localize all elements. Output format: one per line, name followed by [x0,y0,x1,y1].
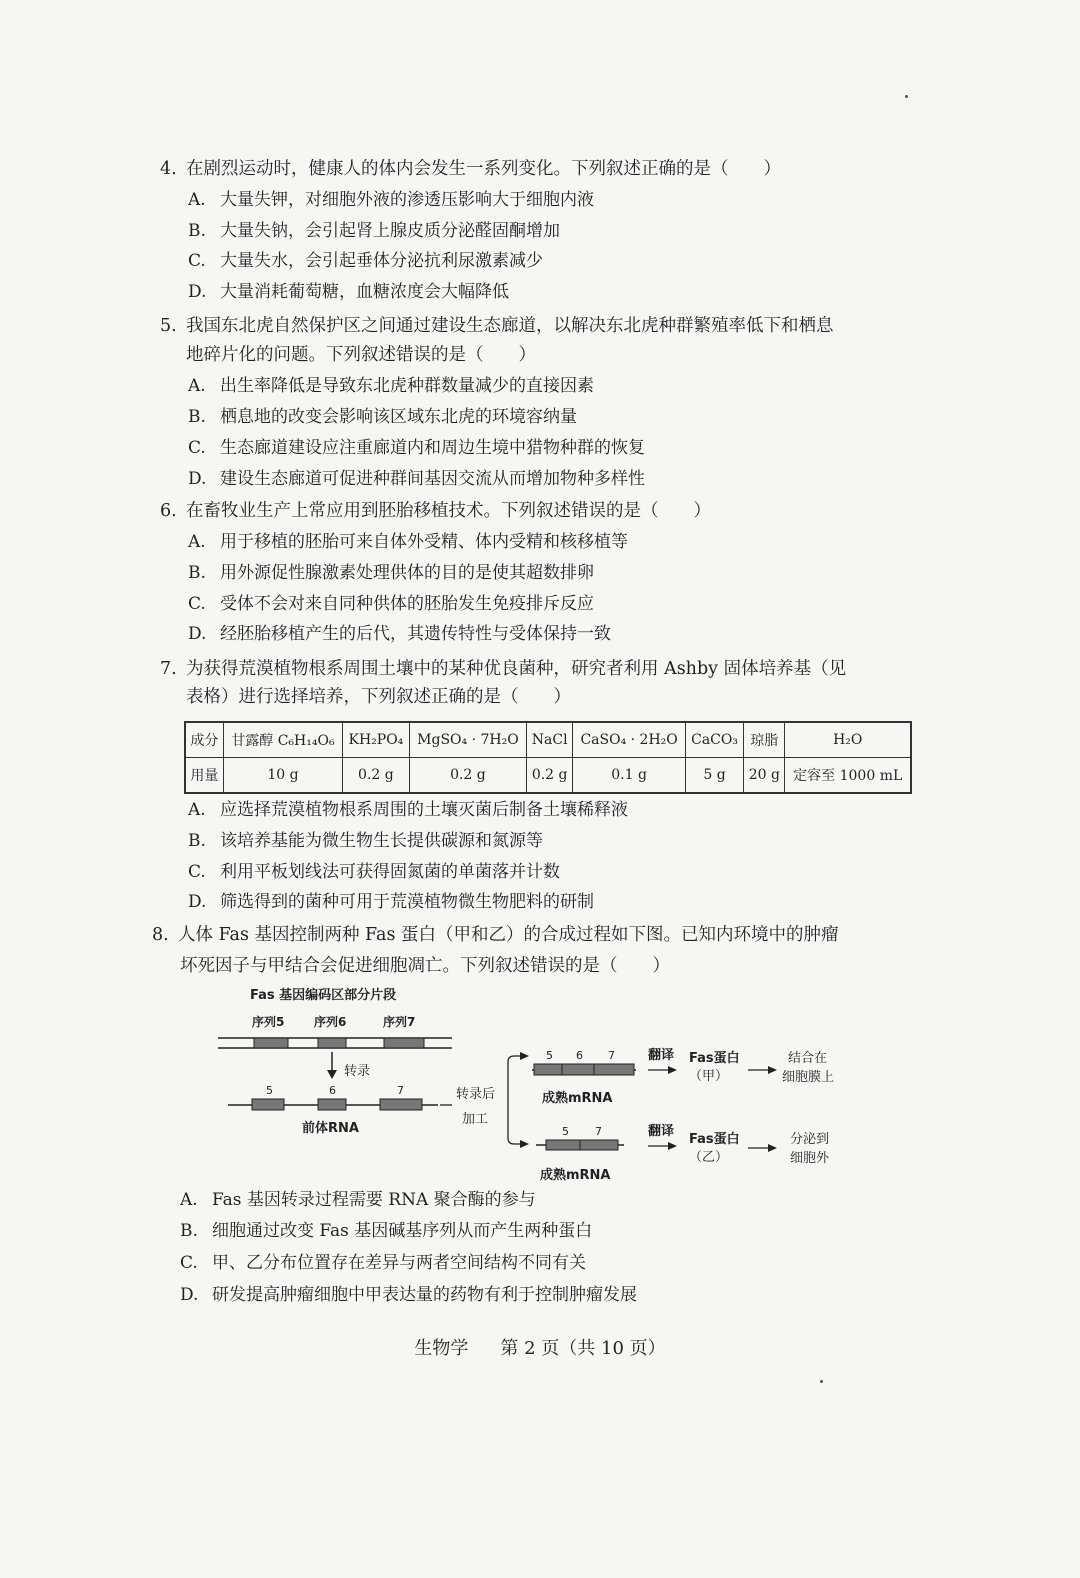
option-8a: A. Fas 基因转录过程需要 RNA 聚合酶的参与 [180,1190,536,1210]
table-cell: 定容至 1000 mL [785,758,911,794]
question-number: 7. [160,659,177,679]
pre-rna-strand [228,1099,438,1110]
culture-medium-table [184,721,912,794]
page-number: 第 2 页（共 10 页） [500,1338,666,1359]
option-8c: C. 甲、乙分布位置存在差异与两者空间结构不同有关 [180,1253,586,1273]
translation-label-1: 翻译 [648,1048,675,1063]
protein-b-label-2: （乙） [689,1150,729,1165]
question-number: 8. [152,925,169,945]
question-7 [160,654,920,684]
option-6b: B. 用外源促性腺激素处理供体的目的是使其超数排卵 [188,563,594,583]
fate-a-label-1: 结合在 [788,1051,828,1066]
option-7b: B. 该培养基能为微生物生长提供碳源和氮源等 [188,831,543,851]
option-6c: C. 受体不会对来自同种供体的胚胎发生免疫排斥反应 [188,594,594,614]
svg-text:7: 7 [397,1084,404,1097]
fate-a-label-2: 细胞膜上 [782,1070,835,1085]
pre-rna-label: 前体RNA [302,1121,359,1136]
table-cell: CaSO₄ · 2H₂O [573,722,686,758]
page-footer [0,1334,1080,1360]
mature-mrna-1-label: 成熟mRNA [542,1091,613,1106]
table-cell: 成分 [185,722,223,758]
transcription-label: 转录 [344,1064,371,1079]
question-number: 4. [160,159,177,179]
translation-arrow-1 [648,1066,677,1074]
question-5-line2: 地碎片化的问题。下列叙述错误的是（ ） [186,345,536,365]
table-cell: 10 g [223,758,342,794]
dna-double-strand [218,1038,452,1048]
mature-mrna-1-strand [532,1064,636,1075]
option-6d: D. 经胚胎移植产生的后代，其遗传特性与受体保持一致 [188,624,611,644]
question-8 [152,920,912,950]
translation-label-2: 翻译 [648,1124,675,1139]
option-8b: B. 细胞通过改变 Fas 基因碱基序列从而产生两种蛋白 [180,1221,593,1241]
fate-arrow-2 [748,1144,777,1152]
scan-speck [820,1380,823,1383]
table-cell: 0.2 g [343,758,410,794]
protein-a-label-2: （甲） [689,1069,729,1084]
question-5 [160,311,920,341]
seq5-label: 序列5 [252,1015,285,1029]
protein-a-label-1: Fas蛋白 [689,1051,740,1066]
option-4d: D. 大量消耗葡萄糖，血糖浓度会大幅降低 [188,282,509,302]
option-5d: D. 建设生态廊道可促进种群间基因交流从而增加物种多样性 [188,469,645,489]
table-header-row [185,722,911,758]
table-cell: NaCl [527,722,573,758]
fate-arrow-1 [748,1066,777,1074]
gene-title: Fas 基因编码区部分片段 [250,988,397,1003]
table-cell: 0.2 g [527,758,573,794]
option-5c: C. 生态廊道建设应注重廊道内和周边生境中猎物种群的恢复 [188,438,645,458]
mature-mrna-2-strand [536,1140,624,1150]
subject-name: 生物学 [414,1338,469,1359]
table-cell: 0.1 g [573,758,686,794]
question-number: 6. [160,501,177,521]
table-cell: CaCO₃ [685,722,743,758]
question-6 [160,496,920,526]
question-number: 5. [160,316,177,336]
dna-exon-7 [384,1038,424,1048]
question-8-line2: 坏死因子与甲结合会促进细胞凋亡。下列叙述错误的是（ ） [180,956,670,976]
svg-text:6: 6 [329,1084,336,1097]
question-stem: 在剧烈运动时，健康人的体内会发生一系列变化。下列叙述正确的是（ ） [186,159,781,179]
svg-text:6: 6 [576,1049,583,1062]
option-7d: D. 筛选得到的菌种可用于荒漠植物微生物肥料的研制 [188,892,594,912]
question-stem-line1: 我国东北虎自然保护区之间通过建设生态廊道，以解决东北虎种群繁殖率低下和栖息 [186,316,834,336]
option-5b: B. 栖息地的改变会影响该区域东北虎的环境容纳量 [188,407,577,427]
option-7c: C. 利用平板划线法可获得固氮菌的单菌落并计数 [188,862,560,882]
translation-arrow-2 [648,1142,677,1150]
table-cell: 琼脂 [744,722,785,758]
svg-text:5: 5 [266,1084,273,1097]
table-cell: KH₂PO₄ [343,722,410,758]
option-4b: B. 大量失钠，会引起肾上腺皮质分泌醛固酮增加 [188,221,560,241]
table-cell: 甘露醇 C₆H₁₄O₆ [223,722,342,758]
table-cell: 0.2 g [409,758,526,794]
question-4 [160,154,920,184]
transcription-arrow [327,1052,337,1079]
mature-mrna-2-label: 成熟mRNA [540,1168,611,1183]
option-8d: D. 研发提高肿瘤细胞中甲表达量的药物有利于控制肿瘤发展 [180,1285,637,1305]
question-stem-line1: 人体 Fas 基因控制两种 Fas 蛋白（甲和乙）的合成过程如下图。已知内环境中的肿瘤 [178,925,839,945]
svg-text:7: 7 [608,1049,615,1062]
option-5a: A. 出生率降低是导致东北虎种群数量减少的直接因素 [188,376,594,396]
table-row [185,758,911,794]
pre-rna-exon-6 [318,1099,346,1110]
seq6-label: 序列6 [314,1015,347,1029]
svg-text:5: 5 [546,1049,553,1062]
question-stem: 在畜牧业生产上常应用到胚胎移植技术。下列叙述错误的是（ ） [186,501,711,521]
dna-exon-6 [318,1038,346,1048]
option-6a: A. 用于移植的胚胎可来自体外受精、体内受精和核移植等 [188,532,628,552]
fate-b-label-2: 细胞外 [790,1151,830,1166]
question-7-line2: 表格）进行选择培养，下列叙述正确的是（ ） [186,687,571,707]
option-4c: C. 大量失水，会引起垂体分泌抗利尿激素减少 [188,251,543,271]
pre-rna-exon-5 [252,1099,284,1110]
processing-label-1: 转录后 [456,1087,496,1102]
option-4a: A. 大量失钾，对细胞外液的渗透压影响大于细胞内液 [188,190,594,210]
table-cell: MgSO₄ · 7H₂O [409,722,526,758]
table-cell: 5 g [685,758,743,794]
fas-expression-diagram [200,980,880,1190]
option-7a: A. 应选择荒漠植物根系周围的土壤灭菌后制备土壤稀释液 [188,800,628,820]
seq7-label: 序列7 [383,1015,416,1029]
dna-exon-5 [254,1038,288,1048]
table-cell: H₂O [785,722,911,758]
svg-text:7: 7 [595,1125,602,1138]
table-cell: 20 g [744,758,785,794]
table-cell: 用量 [185,758,223,794]
fate-b-label-1: 分泌到 [790,1132,830,1147]
pre-rna-exon-7 [380,1099,422,1110]
processing-label-2: 加工 [462,1112,489,1127]
svg-text:5: 5 [562,1125,569,1138]
scan-speck [905,95,908,98]
protein-b-label-1: Fas蛋白 [689,1132,740,1147]
question-stem-line1: 为获得荒漠植物根系周围土壤中的某种优良菌种，研究者利用 Ashby 固体培养基（见 [186,659,847,679]
